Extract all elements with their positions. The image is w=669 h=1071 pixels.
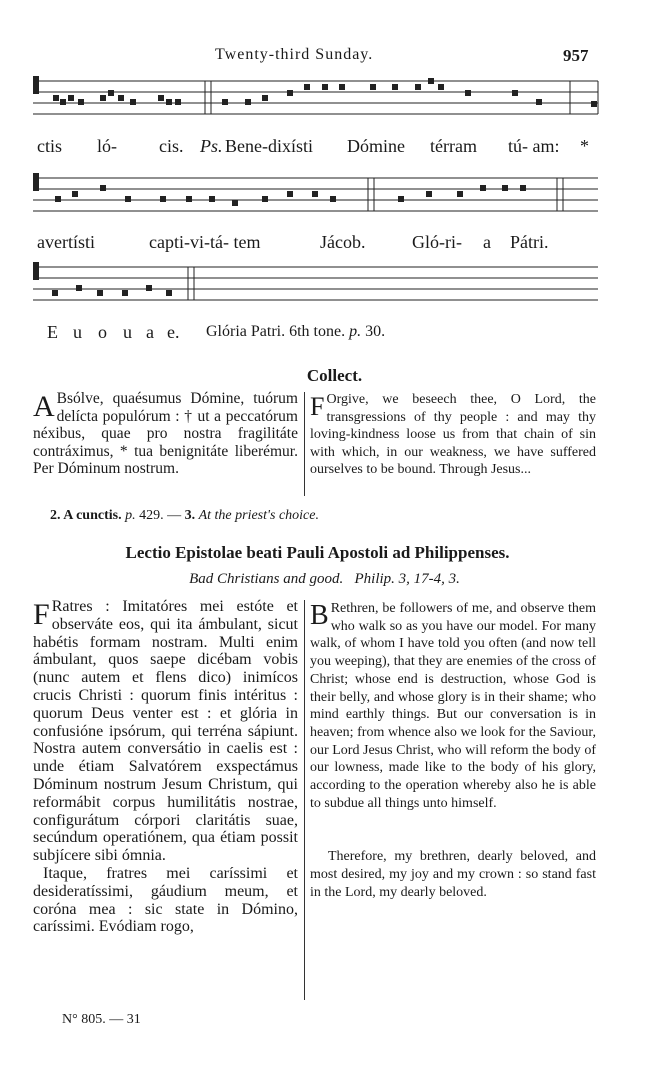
note-b: p. [125, 508, 136, 523]
column-divider [304, 600, 305, 1000]
epistle-heading: Lectio Epistolae beati Pauli Apostoli ad Philippenses. [125, 543, 510, 562]
epistle-latin-para-1 [33, 598, 298, 865]
running-head [0, 46, 669, 66]
page-number: 957 [563, 46, 589, 65]
collect-latin-text: Bsólve, quaésumus Dómine, tuórum delícta populórum : † ut a peccatórum néxibus, quae pro nostra fragilitáte contráximus, * tua benignitáte liberémur. Per Dóminum nostrum. [33, 390, 298, 478]
rubric-page-abbr: p. [349, 323, 362, 340]
lyric-syllable: Jácob. [320, 232, 366, 252]
lyric-syllable: Ps. [200, 136, 223, 156]
lyric-syllable: e. [167, 322, 180, 342]
note-a: 2. A cunctis. [50, 508, 122, 523]
epistle-subtitle [0, 571, 659, 588]
epistle-latin-para-2 [33, 865, 298, 936]
subtitle-theme: Bad Christians and good. [189, 571, 344, 587]
lyric-syllable: térram [430, 136, 477, 156]
lyric-syllable: a [483, 232, 491, 252]
lyric-syllable: tú- am: [508, 136, 560, 156]
lyric-syllable: Pátri. [510, 232, 549, 252]
collect-english-text: Orgive, we beseech thee, O Lord, the transgressions of thy people : and may thy loving-kindness loose us from that chain of sin with which, in our weakness, we have suffered ourselves to be bound. Through Jesus... [310, 392, 596, 478]
chant-staff-1 [0, 70, 669, 130]
lyric-syllable: a [146, 322, 154, 342]
drop-cap: B [310, 600, 329, 631]
chant-staff-2 [0, 168, 669, 228]
epistle-english-para-2 [310, 848, 596, 901]
rubric-page-num: 30. [365, 323, 386, 340]
collect-notes [50, 508, 319, 524]
lyric-syllable: avertísti [37, 232, 95, 252]
note-e: At the priest's choice. [198, 508, 319, 523]
lyric-syllable: Dómine [347, 136, 405, 156]
lyric-syllable: Gló-ri- [412, 232, 462, 252]
note-d: 3. [184, 508, 196, 523]
drop-cap: F [310, 392, 325, 421]
lyric-rubric [206, 323, 385, 341]
rubric-text: Glória Patri. 6th tone. [206, 323, 346, 340]
collect-english [310, 391, 596, 479]
lyric-syllable: cis. [159, 136, 184, 156]
footer-signature: N° 805. — 31 [62, 1012, 141, 1027]
lyric-syllable: Bene-dixísti [225, 136, 313, 156]
epistle-english-text-1: Rethren, be followers of me, and observe them who walk so as you have our model. For many walk, of whom I have told you often (and now tell you weeping), that they are enemies of the cross of Christ; whose end is destruction, whose God is their belly, and whose glory is in their shame; who mind earthly things. But our conversation is in heaven; from whence also we look for the Saviour, our Lord Jesus Christ, who will reform the body of our lowness, made like to the body of his glory, according to the operation whereby also he is able to subdue all things unto himself. [310, 601, 596, 811]
running-title: Twenty-third Sunday. [215, 46, 374, 63]
lyric-syllable: E [47, 322, 58, 342]
lyric-syllable: ló- [97, 136, 117, 156]
drop-cap: F [33, 598, 50, 631]
epistle-latin-text-1: Ratres : Imitatóres mei estóte et observáte eos, qui ita ámbulant, sicut habétis formam nostram. Multi enim ámbulant, quos saepe dicébam vobis (nunc autem et flens dico) inimícos crucis Christi : quorum finis intéritus : quorum Deus venter est : et glória in confusióne ipsórum, qui terréna sápiunt. Nostra autem conversátio in caelis est : unde étiam Salvatórem exspectámus Dóminum nostrum Jesum Christum, qui reformábit corpus humilitátis nostrae, configurátum córpori claritátis suae, secúndum operatiónem, qua étiam possit subjícere sibi ómnia. [33, 598, 298, 865]
collect-latin [33, 390, 298, 478]
drop-cap: A [33, 390, 55, 423]
lyric-syllable: o [98, 322, 107, 342]
epistle-latin-text-2: Itaque, fratres mei caríssimi et desideratíssimi, gáudium meum, et coróna mea : sic state in Dómino, caríssimi. Evódiam rogo, [33, 864, 298, 936]
lyric-syllable: u [73, 322, 82, 342]
collect-heading: Collect. [306, 366, 363, 385]
lyric-syllable: u [123, 322, 132, 342]
epistle-english-text-2: Therefore, my brethren, dearly beloved, and most desired, my joy and my crown : so stand fast in the Lord, my dearly beloved. [310, 849, 596, 900]
chant-staff-3 [0, 257, 669, 317]
subtitle-reference: Philip. 3, 17-4, 3. [354, 571, 460, 587]
lyric-syllable: capti-vi-tá- tem [149, 232, 261, 252]
lyric-syllable: ctis [37, 136, 62, 156]
lyric-syllable: * [580, 136, 589, 156]
epistle-english-para-1 [310, 600, 596, 812]
column-divider [304, 392, 305, 496]
epistle-english [310, 600, 596, 902]
epistle-latin [33, 598, 298, 936]
note-c: 429. — [139, 508, 182, 523]
